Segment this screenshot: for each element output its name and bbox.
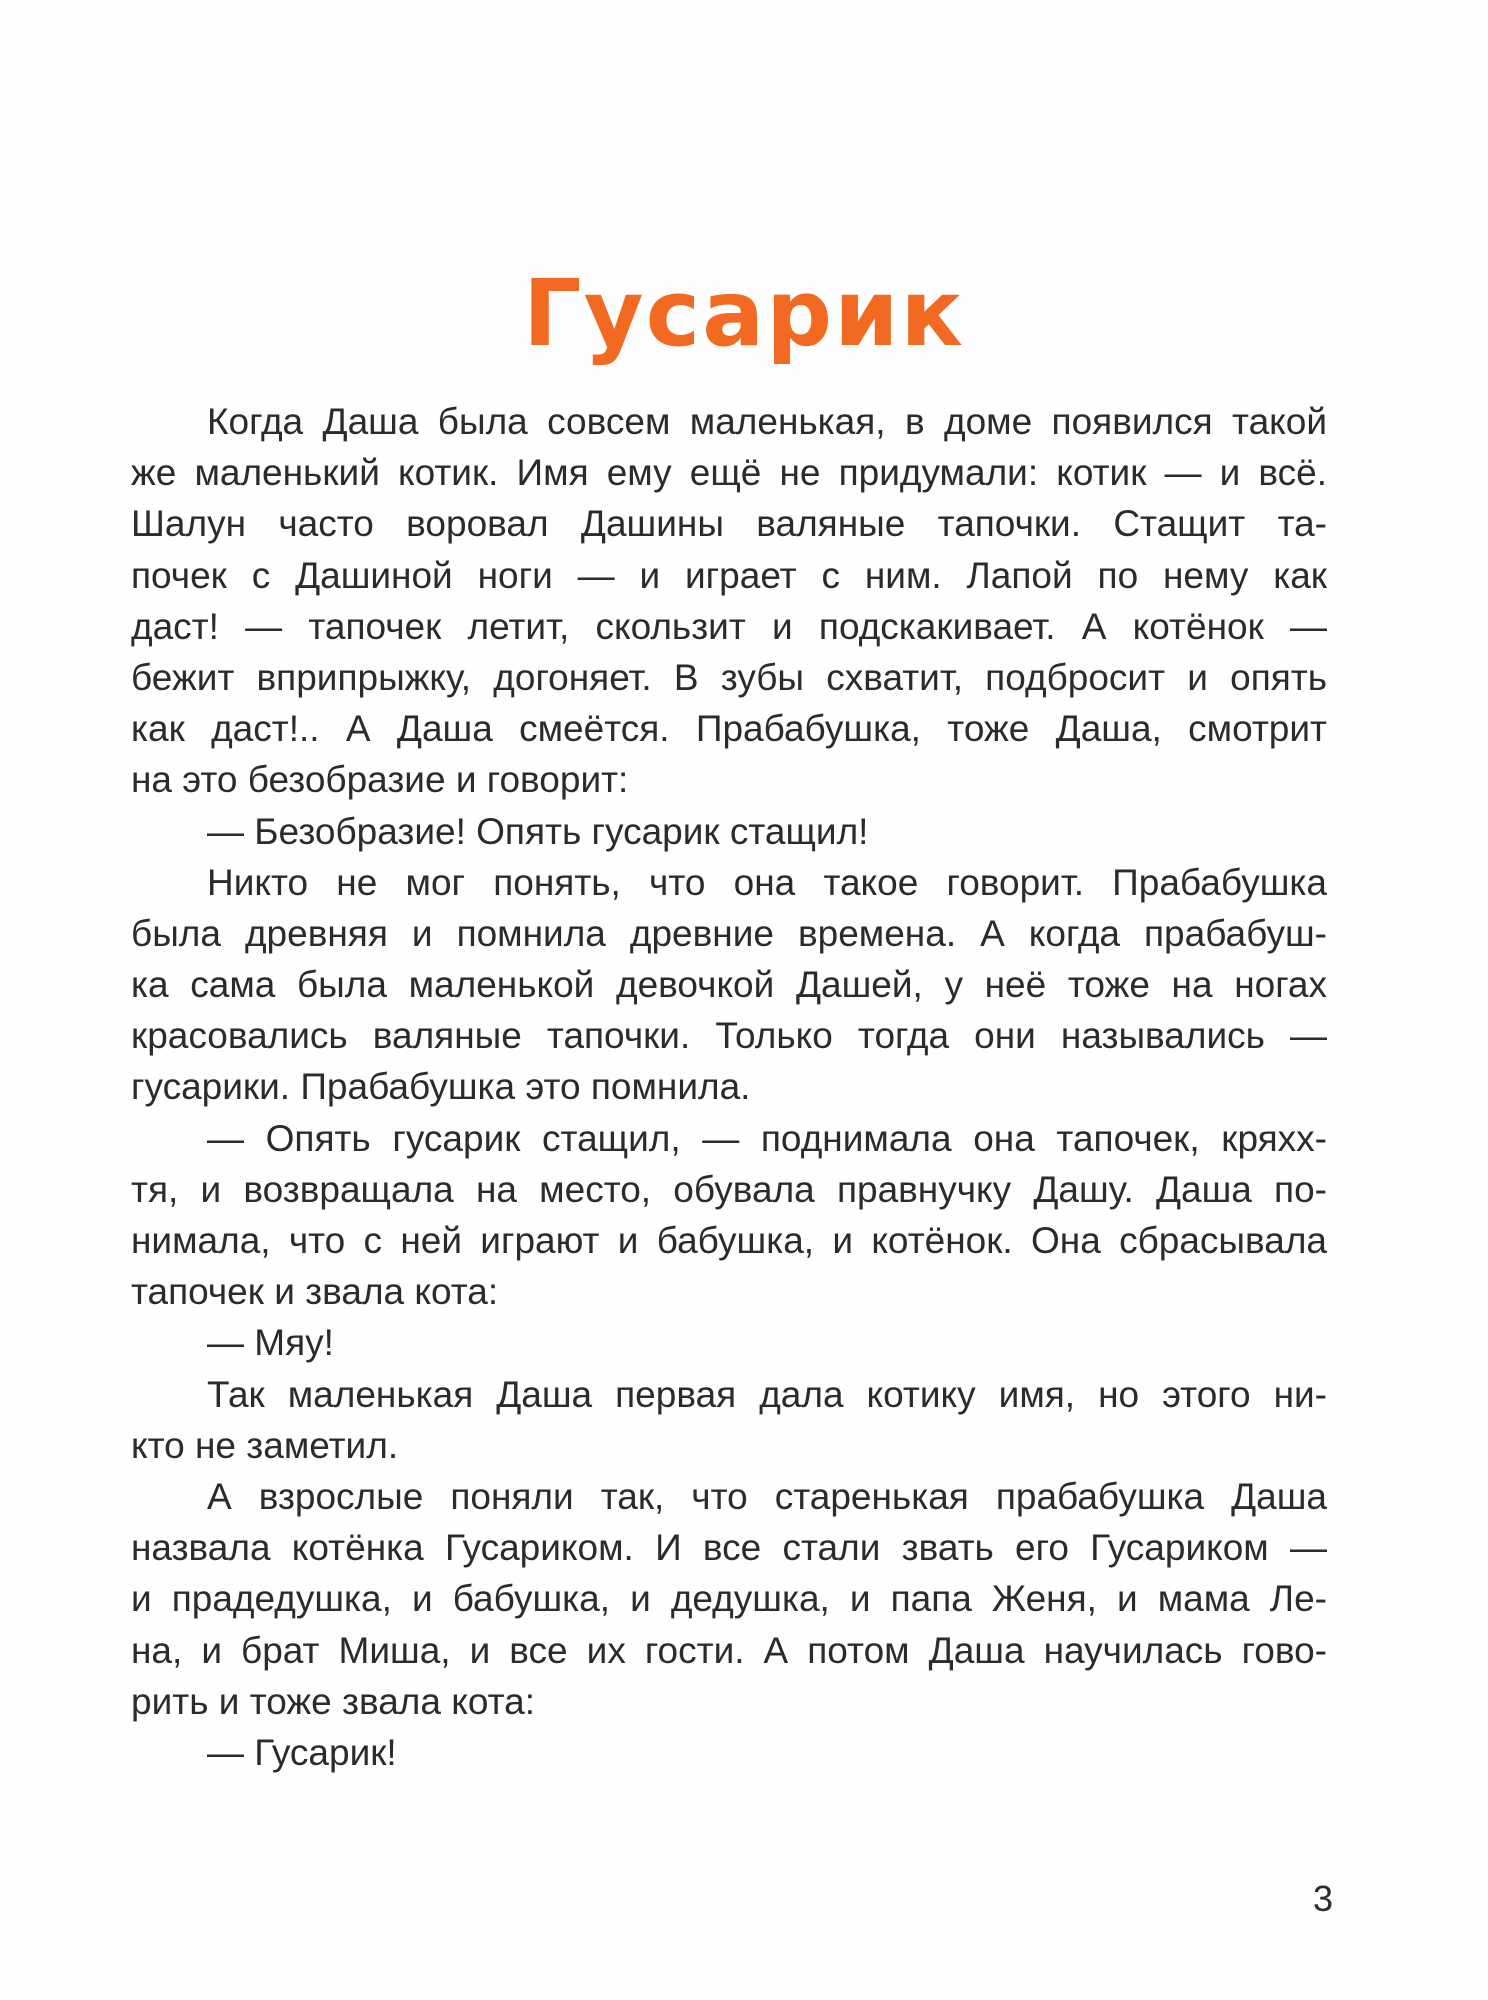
text-line: нимала, что с ней играют и бабушка, и котёнок. Она сбрасывала (131, 1220, 1327, 1261)
text-line: — Мяу! (207, 1322, 334, 1364)
text-line: Когда Даша была совсем маленькая, в доме появился такой (207, 401, 1327, 442)
text-line: тя, и возвращала на место, обувала правнучку Дашу. Даша по- (131, 1168, 1327, 1210)
text-line: почек с Дашиной ноги — и играет с ним. Лапой по нему как (131, 554, 1327, 596)
text-line: бежит вприпрыжку, догоняет. В зубы схватит, подбросит и опять (131, 656, 1327, 698)
text-line: же маленький котик. Имя ему ещё не придумали: котик — и всё. (131, 452, 1327, 494)
text-line: Шалун часто воровал Дашины валяные тапочки. Стащит та- (131, 503, 1327, 545)
text-line: — Безобразие! Опять гусарик стащил! (207, 810, 869, 852)
page-number: 3 (1312, 1878, 1333, 1919)
story-text (131, 396, 1327, 1778)
text-line: как даст!.. А Даша смеётся. Прабабушка, тоже Даша, смотрит (131, 708, 1327, 750)
text-line: Так маленькая Даша первая дала котику имя, но этого ни- (207, 1373, 1327, 1415)
text-line: даст! — тапочек летит, скользит и подскакивает. А котёнок — (131, 605, 1327, 647)
text-line: А взрослые поняли так, что старенькая прабабушка Даша (207, 1475, 1327, 1517)
text-line: кто не заметил. (131, 1424, 399, 1466)
text-line: назвала котёнка Гусариком. И все стали звать его Гусариком — (131, 1527, 1327, 1569)
text-line: — Опять гусарик стащил, — поднимала она тапочек, кряхх- (207, 1117, 1327, 1159)
text-line: на это безобразие и говорит: (131, 759, 629, 801)
text-line: рить и тоже звала кота: (131, 1680, 535, 1722)
text-line: гусарики. Прабабушка это помнила. (131, 1066, 751, 1108)
text-line: красовались валяные тапочки. Только тогда они назывались — (131, 1015, 1327, 1057)
text-line: Никто не мог понять, что она такое говорит. Прабабушка (207, 861, 1327, 903)
text-line: и прадедушка, и бабушка, и дедушка, и папа Женя, и мама Ле- (131, 1578, 1327, 1620)
story-title: Гусарик (523, 260, 965, 367)
text-line: — Гусарик! (207, 1731, 397, 1773)
text-line: ка сама была маленькой девочкой Дашей, у неё тоже на ногах (131, 964, 1327, 1006)
text-line: была древняя и помнила древние времена. А когда прабабуш- (131, 912, 1327, 954)
text-line: на, и брат Миша, и все их гости. А потом Даша научилась гово- (131, 1629, 1327, 1671)
text-line: тапочек и звала кота: (131, 1271, 499, 1313)
